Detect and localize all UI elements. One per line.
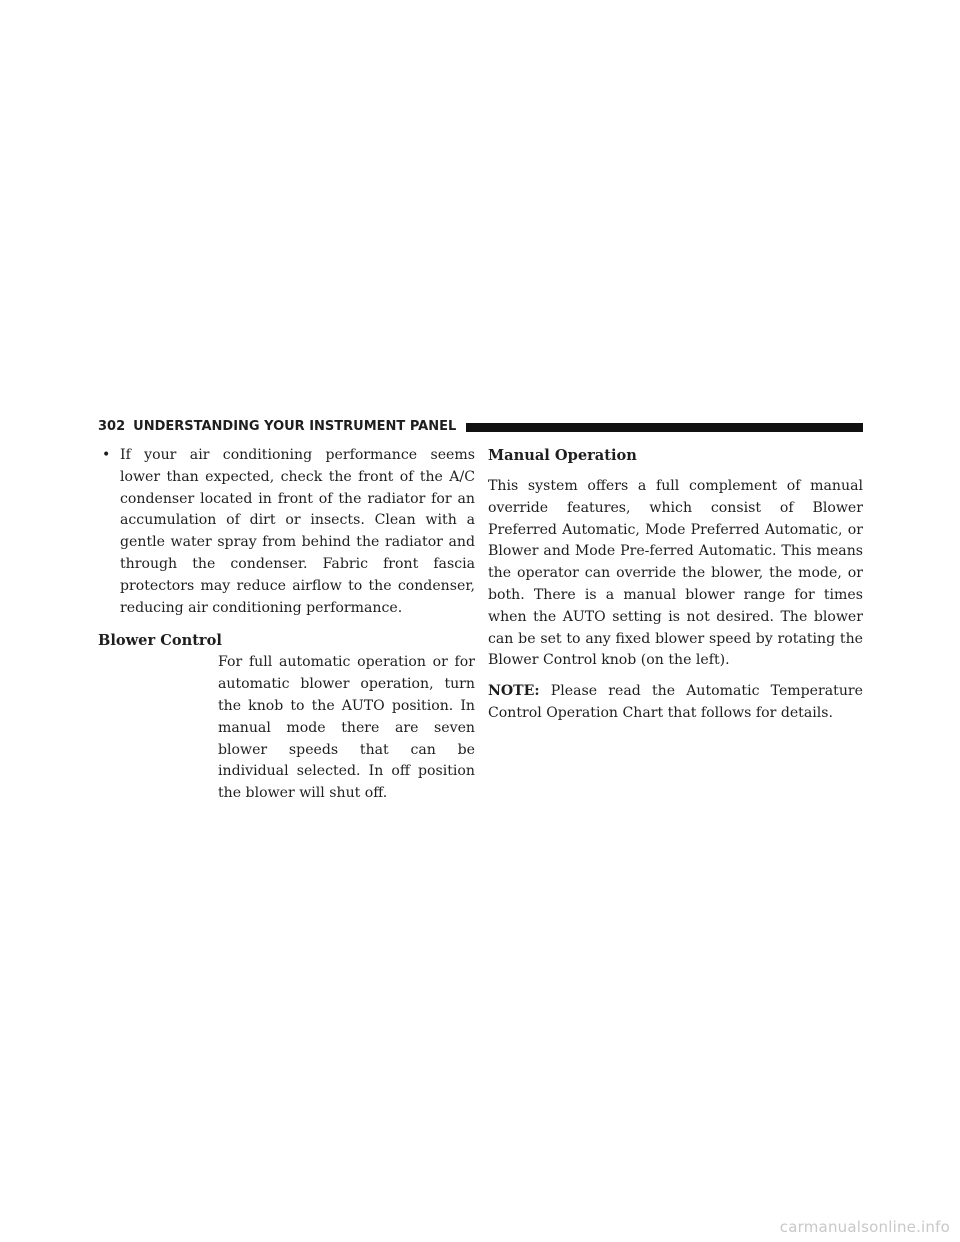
watermark: carmanualsonline.info bbox=[779, 1218, 950, 1236]
note-paragraph bbox=[488, 681, 863, 725]
manual-operation-heading: Manual Operation bbox=[488, 447, 637, 464]
page-number: 302 bbox=[98, 419, 126, 434]
note-label: NOTE: bbox=[488, 683, 540, 700]
blower-control-text: For full automatic operation or for automatic blower operation, turn the knob to the AUTO position. In manual mode there are seven blower speeds that can be individual selected. In off position the blower will shut off. bbox=[218, 654, 475, 802]
bullet-icon: • bbox=[102, 447, 111, 463]
bullet-item bbox=[98, 445, 475, 619]
right-column bbox=[488, 445, 863, 725]
left-column bbox=[98, 445, 475, 805]
section-title: UNDERSTANDING YOUR INSTRUMENT PANEL bbox=[133, 419, 457, 434]
bullet-text: If your air conditioning performance seems lower than expected, check the front of the A/C condenser located in front of the radiator for an accumulation of dirt or insects. Clean with a gentle water spray from behind the radiator and through the condenser. Fabric front fascia protectors may reduce airflow to the condenser, reducing air conditioning performance. bbox=[120, 447, 475, 616]
note-text: Please read the Automatic Temperature Control Operation Chart that follows for details. bbox=[488, 683, 863, 721]
manual-operation-text: This system offers a full complement of manual override features, which consist of Blower Preferred Automatic, Mode Preferred Automatic, or Blower and Mode Pre-ferred Automatic. This means the operator can override the blower, the mode, or both. There is a manual blower range for times when the AUTO setting is not desired. The blower can be set to any fixed blower speed by rotating the Blower Control knob (on the left). bbox=[488, 478, 863, 669]
header-rule bbox=[466, 423, 863, 432]
blower-control-heading: Blower Control bbox=[98, 632, 222, 650]
page-header bbox=[98, 417, 863, 437]
